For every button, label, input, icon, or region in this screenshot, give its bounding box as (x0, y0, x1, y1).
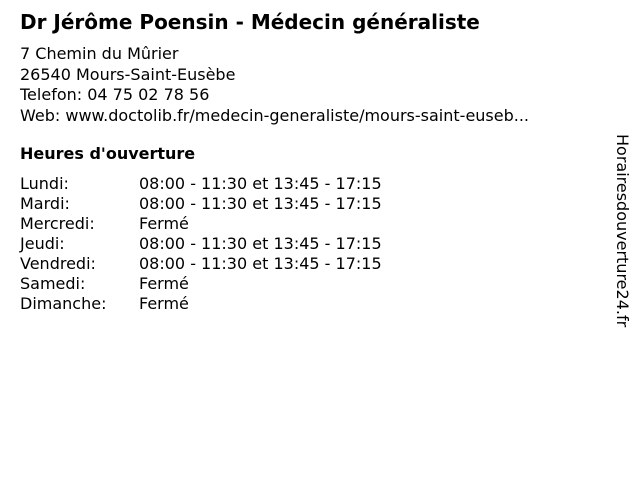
city-address: 26540 Mours-Saint-Eusèbe (20, 64, 236, 84)
hours-row-jeudi (20, 234, 382, 254)
time-range: 08:00 - 11:30 et 13:45 - 17:15 (139, 194, 382, 213)
day-label: Jeudi: (20, 234, 65, 253)
time-range: Fermé (139, 294, 189, 313)
time-range: Fermé (139, 274, 189, 293)
opening-hours-heading: Heures d'ouverture (20, 144, 196, 163)
hours-row-dimanche (20, 294, 382, 314)
day-label: Vendredi: (20, 254, 96, 273)
time-range: Fermé (139, 214, 189, 233)
time-range: 08:00 - 11:30 et 13:45 - 17:15 (139, 254, 382, 273)
opening-hours-table (20, 174, 382, 314)
street-address: 7 Chemin du Mûrier (20, 44, 179, 63)
hours-row-vendredi (20, 254, 382, 274)
contact-block (20, 44, 529, 126)
day-label: Dimanche: (20, 294, 107, 313)
hours-row-lundi (20, 174, 382, 194)
time-range: 08:00 - 11:30 et 13:45 - 17:15 (139, 174, 382, 193)
website-link[interactable]: Web: www.doctolib.fr/medecin-generaliste/mours-saint-euseb... (20, 105, 530, 125)
phone-number: Telefon: 04 75 02 78 56 (20, 85, 210, 104)
page-title: Dr Jérôme Poensin - Médecin généraliste (20, 10, 480, 34)
site-watermark: Horairesdouverture24.fr (613, 134, 632, 328)
day-label: Mercredi: (20, 214, 95, 233)
day-label: Mardi: (20, 194, 70, 213)
time-range: 08:00 - 11:30 et 13:45 - 17:15 (139, 234, 382, 253)
hours-row-mercredi (20, 214, 382, 234)
day-label: Lundi: (20, 174, 69, 193)
day-label: Samedi: (20, 274, 86, 293)
hours-row-mardi (20, 194, 382, 214)
hours-row-samedi (20, 274, 382, 294)
